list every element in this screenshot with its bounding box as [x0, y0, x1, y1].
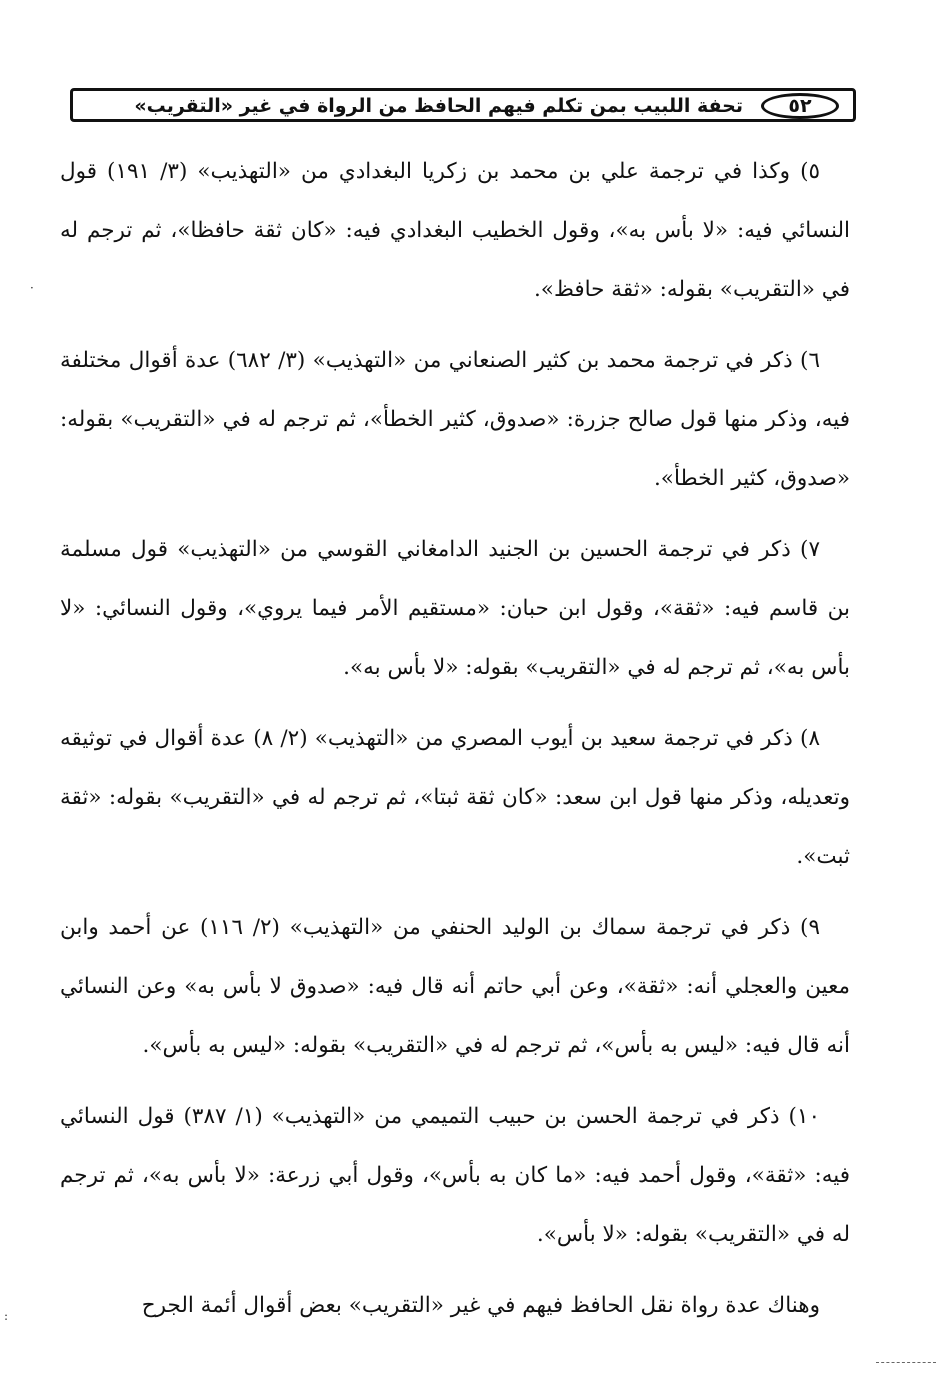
- paragraph-9: ٩) ذكر في ترجمة سماك بن الوليد الحنفي من «التهذيب» (٢/ ١١٦) عن أحمد وابن معين والعجلي أنه: «ثقة»، وعن أبي حاتم أنه قال فيه: «صدوق لا بأس به» وعن النسائي أنه قال فيه: «ليس به بأس»، ثم ترجم له في «التقريب» بقوله: «ليس به بأس».: [60, 915, 850, 1058]
- scan-edge-mark: [876, 1362, 936, 1363]
- scan-speck: ·: [30, 281, 34, 295]
- paragraph-5: ٥) وكذا في ترجمة علي بن محمد بن زكريا البغدادي من «التهذيب» (٣/ ١٩١) قول النسائي فيه: «لا بأس به»، وقول الخطيب البغدادي فيه: «كان ثقة حافظا»، ثم ترجم له في «التقريب» بقوله: «ثقة حافظ».: [60, 159, 850, 302]
- paragraph-continuation: وهناك عدة رواة نقل الحافظ فيهم في غير «التقريب» بعض أقوال أئمة الجرح: [141, 1293, 820, 1318]
- paragraph-10: ١٠) ذكر في ترجمة الحسن بن حبيب التميمي من «التهذيب» (١/ ٣٨٧) قول النسائي فيه: «ثقة»، وقول أحمد فيه: «ما كان به بأس»، وقول أبي زرعة: «لا بأس به»، ثم ترجم له في «التقريب» بقوله: «لا بأس».: [60, 1104, 850, 1247]
- running-header: [70, 88, 856, 122]
- header-title: تحفة اللبيب بمن تكلم فيهم الحافظ من الرواة في غير «التقريب»: [134, 95, 743, 117]
- page-number: ٥٢: [761, 93, 839, 119]
- paragraph-8: ٨) ذكر في ترجمة سعيد بن أيوب المصري من «التهذيب» (٢/ ٨) عدة أقوال في توثيقه وتعديله، وذكر منها قول ابن سعد: «كان ثقة ثبتا»، ثم ترجم له في «التقريب» بقوله: «ثقة ثبت».: [60, 726, 850, 869]
- paragraph-7: ٧) ذكر في ترجمة الحسين بن الجنيد الدامغاني القوسي من «التهذيب» قول مسلمة بن قاسم فيه: «ثقة»، وقول ابن حبان: «مستقيم الأمر فيما يروي»، وقول النسائي: «لا بأس به»، ثم ترجم له في «التقريب» بقوله: «لا بأس به».: [60, 537, 850, 680]
- paragraph-6: ٦) ذكر في ترجمة محمد بن كثير الصنعاني من «التهذيب» (٣/ ٦٨٢) عدة أقوال مختلفة فيه، وذكر منها قول صالح جزرة: «صدوق، كثير الخطأ»، ثم ترجم له في «التقريب» بقوله: «صدوق، كثير الخطأ».: [60, 348, 850, 491]
- main-text: [60, 142, 850, 1335]
- scan-speck: :: [4, 1309, 9, 1323]
